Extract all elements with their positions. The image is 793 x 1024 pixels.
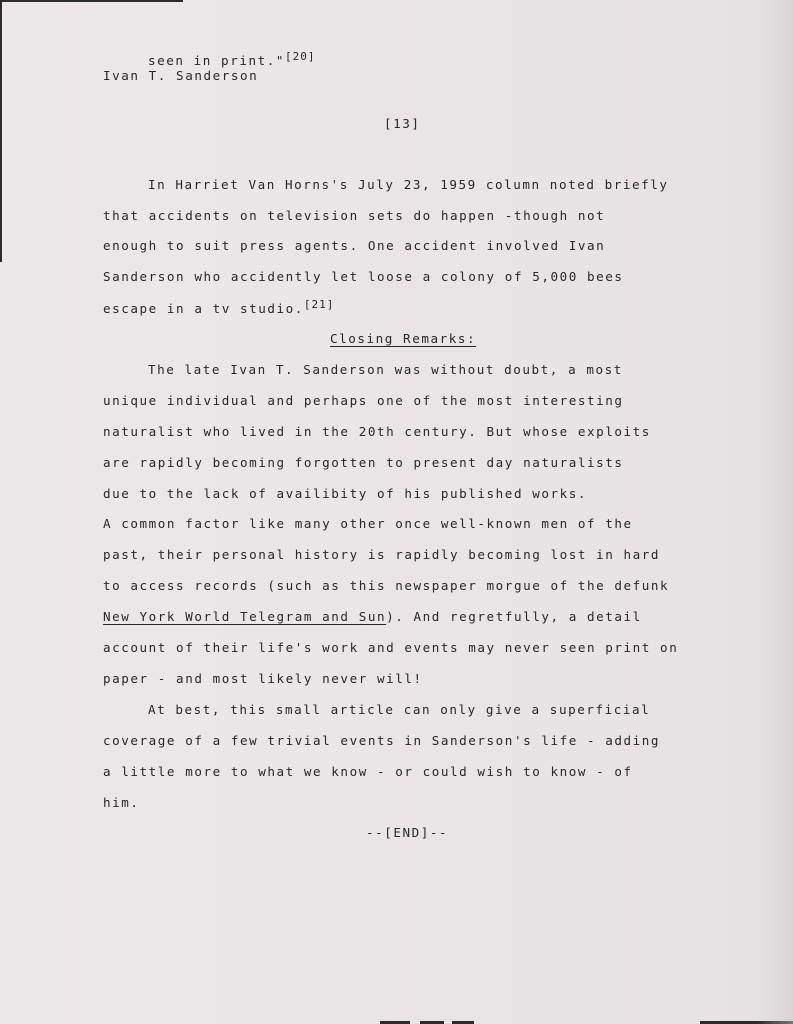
paragraph1-line1: In Harriet Van Horns's July 23, 1959 column noted briefly [148, 177, 669, 192]
paragraph2-line7: past, their personal history is rapidly becoming lost in hard [103, 547, 661, 562]
paragraph2-line3: naturalist who lived in the 20th century. But whose exploits [103, 424, 651, 439]
continuation-line [148, 50, 316, 69]
paragraph1-line4: Sanderson who accidently let loose a colony of 5,000 bees [103, 269, 624, 284]
top-edge-mark [0, 0, 183, 2]
paragraph3-line2: coverage of a few trivial events in Sanderson's life - adding [103, 733, 661, 748]
paragraph1-line3: enough to suit press agents. One accident involved Ivan [103, 238, 606, 253]
left-edge-mark [0, 0, 2, 262]
quote-end-text: seen in print." [148, 53, 285, 68]
paragraph2-line2: unique individual and perhaps one of the most interesting [103, 393, 624, 408]
paragraph1-line2: that accidents on television sets do happen -though not [103, 208, 606, 223]
paragraph2-line11: paper - and most likely never will! [103, 671, 423, 686]
paragraph2-line9-rest: ). And regretfully, a detail [386, 609, 642, 624]
bleed-through-watermark [757, 0, 793, 1024]
footnote-ref-20: [20] [284, 50, 316, 63]
attribution-line: Ivan T. Sanderson [103, 68, 259, 83]
paragraph2-line8: to access records (such as this newspaper morgue of the defunk [103, 578, 670, 593]
paragraph2-line5: due to the lack of availibity of his published works. [103, 486, 587, 501]
paragraph2-line9 [103, 610, 642, 624]
footnote-ref-21: [21] [303, 298, 335, 311]
paragraph3-line4: him. [103, 795, 140, 810]
paragraph1-line5 [103, 298, 335, 317]
paragraph2-line10: account of their life's work and events may never seen print on [103, 640, 679, 655]
newspaper-title: New York World Telegram and Sun [103, 609, 387, 624]
paragraph3-line1: At best, this small article can only give a superficial [148, 702, 651, 717]
paragraph2-line4: are rapidly becoming forgotten to present day naturalists [103, 455, 624, 470]
paragraph3-line3: a little more to what we know - or could wish to know - of [103, 764, 633, 779]
paragraph2-line6: A common factor like many other once well-known men of the [103, 516, 633, 531]
end-marker: --[END]-- [366, 825, 449, 840]
closing-remarks-heading: Closing Remarks: [330, 331, 477, 346]
paragraph1-line5-text: escape in a tv studio. [103, 301, 304, 316]
section-number: [13] [384, 116, 421, 131]
paragraph2-line1: The late Ivan T. Sanderson was without doubt, a most [148, 362, 623, 377]
